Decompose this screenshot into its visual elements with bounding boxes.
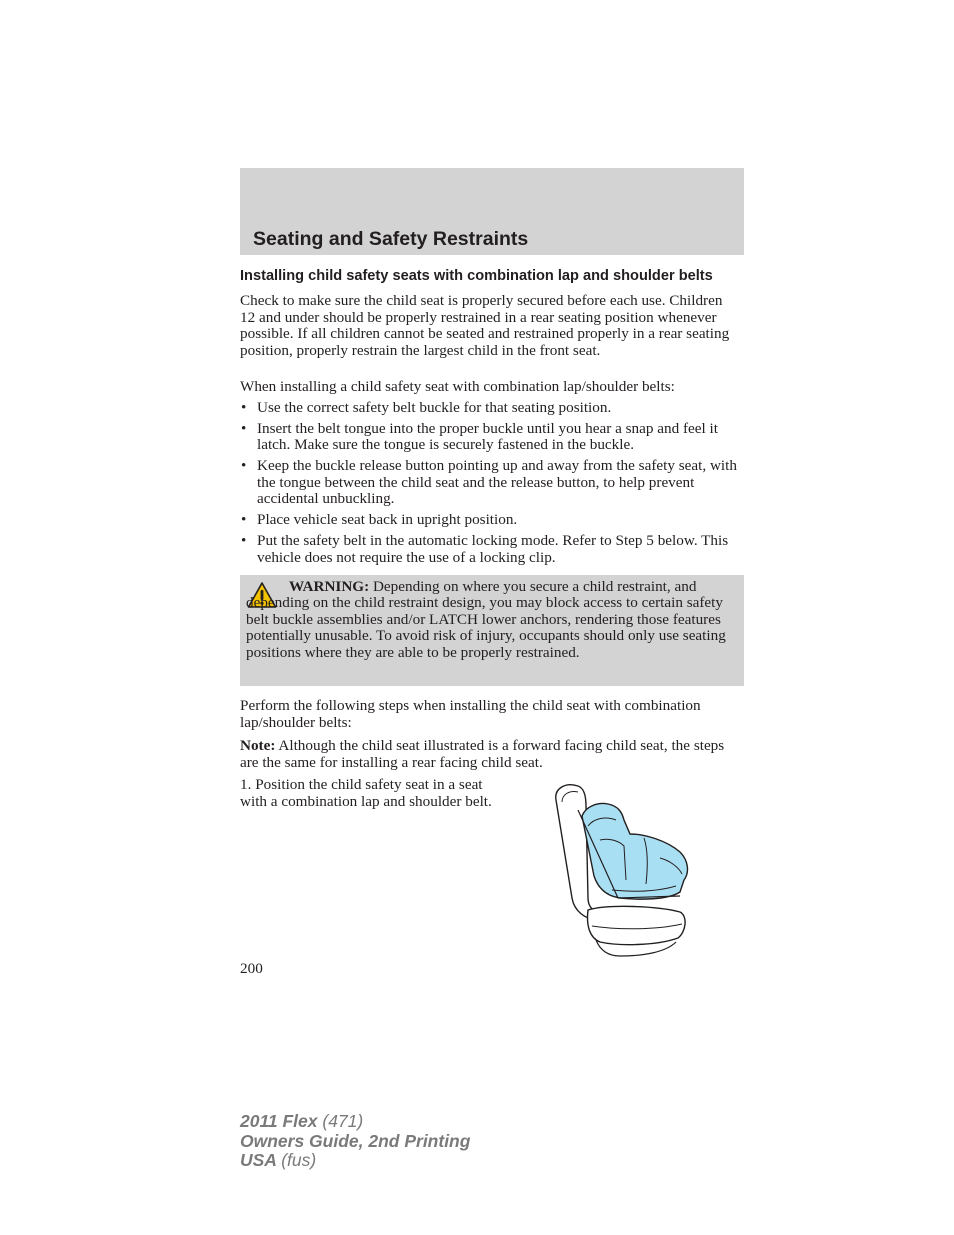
document-footer [240,1112,470,1171]
list-item: • Put the safety belt in the automatic locking mode. Refer to Step 5 below. This vehicle does not require the use of a locking clip. [240,533,740,566]
warning-label: WARNING: [289,578,370,595]
footer-line-3 [240,1151,470,1171]
warning-text [246,579,736,661]
footer-line-2: Owners Guide, 2nd Printing [240,1130,471,1151]
warning-box [240,575,744,686]
list-item: • Use the correct safety belt buckle for that seating position. [240,400,740,417]
list-item: • Insert the belt tongue into the proper buckle until you hear a snap and feel it latch. Make sure the tongue is securely fastened in the buckle. [240,421,740,454]
note-paragraph [240,738,740,771]
bullet-list [240,400,740,570]
list-item: • Keep the buckle release button pointing up and away from the safety seat, with the tongue between the child seat and the release button, to help prevent accidental unbuckling. [240,458,740,508]
note-label: Note: [240,737,276,754]
subsection-heading: Installing child safety seats with combination lap and shoulder belts [240,268,713,284]
child-seat-illustration [548,780,694,960]
footer-market-code: (fus) [281,1150,317,1170]
lead-in-paragraph: When installing a child safety seat with combination lap/shoulder belts: [240,378,675,395]
step-1-text: 1. Position the child safety seat in a seat with a combination lap and shoulder belt. [240,776,492,810]
intro-paragraph: Check to make sure the child seat is properly secured before each use. Children 12 and under should be properly restrained in a rear seating position whenever possible. If all children cannot be seated and restrained properly in a rear seating position, properly restrain the largest child in the front seat. [240,292,730,359]
footer-line-1 [240,1112,470,1132]
footer-model-code: (471) [322,1111,364,1131]
footer-market: USA [240,1150,277,1170]
note-body: Although the child seat illustrated is a forward facing child seat, the steps are the same for installing a rear facing child seat. [240,737,725,771]
list-item: • Place vehicle seat back in upright position. [240,512,740,529]
steps-intro-paragraph: Perform the following steps when installing the child seat with combination lap/shoulder belts: [240,697,701,731]
footer-model: 2011 Flex [240,1111,318,1131]
warning-body: Depending on where you secure a child restraint, and depending on the child restraint design, you may block access to certain safety belt buckle assemblies and/or LATCH lower anchors, rendering those features potentially unusable. To avoid risk of injury, occupants should only use seating positions where they are able to be properly restrained. [246,578,726,661]
section-title: Seating and Safety Restraints [253,228,529,250]
page-number: 200 [240,960,263,977]
